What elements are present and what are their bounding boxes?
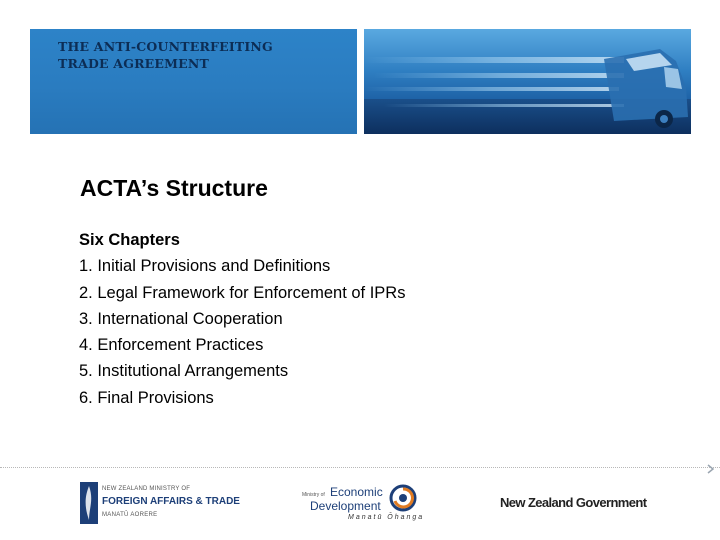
chapter-list [79,227,405,411]
mfat-line2: FOREIGN AFFAIRS & TRADE [102,496,240,507]
footer-divider [0,467,720,468]
chapters-heading: Six Chapters [79,231,180,249]
nz-government-logo: New Zealand Government [500,495,647,510]
divider-arrow-icon [706,464,716,474]
fern-emblem-icon [80,482,98,524]
chapter-item: 2. Legal Framework for Enforcement of IPRs [79,283,406,302]
chapter-item: 4. Enforcement Practices [79,336,264,355]
med-development: Development [310,499,381,513]
truck-photo-illustration [364,29,691,134]
koru-swirl-icon [386,483,420,513]
med-ministry-of: Ministry of [302,492,325,498]
mfat-line3: MANATŪ AORERE [102,512,158,518]
chapter-item: 6. Final Provisions [79,388,214,407]
banner-title-line1: THE ANTI-COUNTERFEITING [58,39,273,54]
chapter-item: 5. Institutional Arrangements [79,362,289,381]
chapter-item: 1. Initial Provisions and Definitions [79,257,331,276]
banner-truck-image [364,29,691,134]
med-logo [302,483,452,525]
med-maori-name: Manatū Ōhanga [348,514,425,521]
mfat-line1: NEW ZEALAND MINISTRY OF [102,486,191,492]
med-economic: Economic [330,485,383,499]
chapter-item: 3. International Cooperation [79,309,283,328]
banner-title [58,38,273,72]
banner-title-line2: TRADE AGREEMENT [58,56,210,71]
slide-title: ACTA’s Structure [80,175,268,201]
mfat-logo [80,482,240,526]
